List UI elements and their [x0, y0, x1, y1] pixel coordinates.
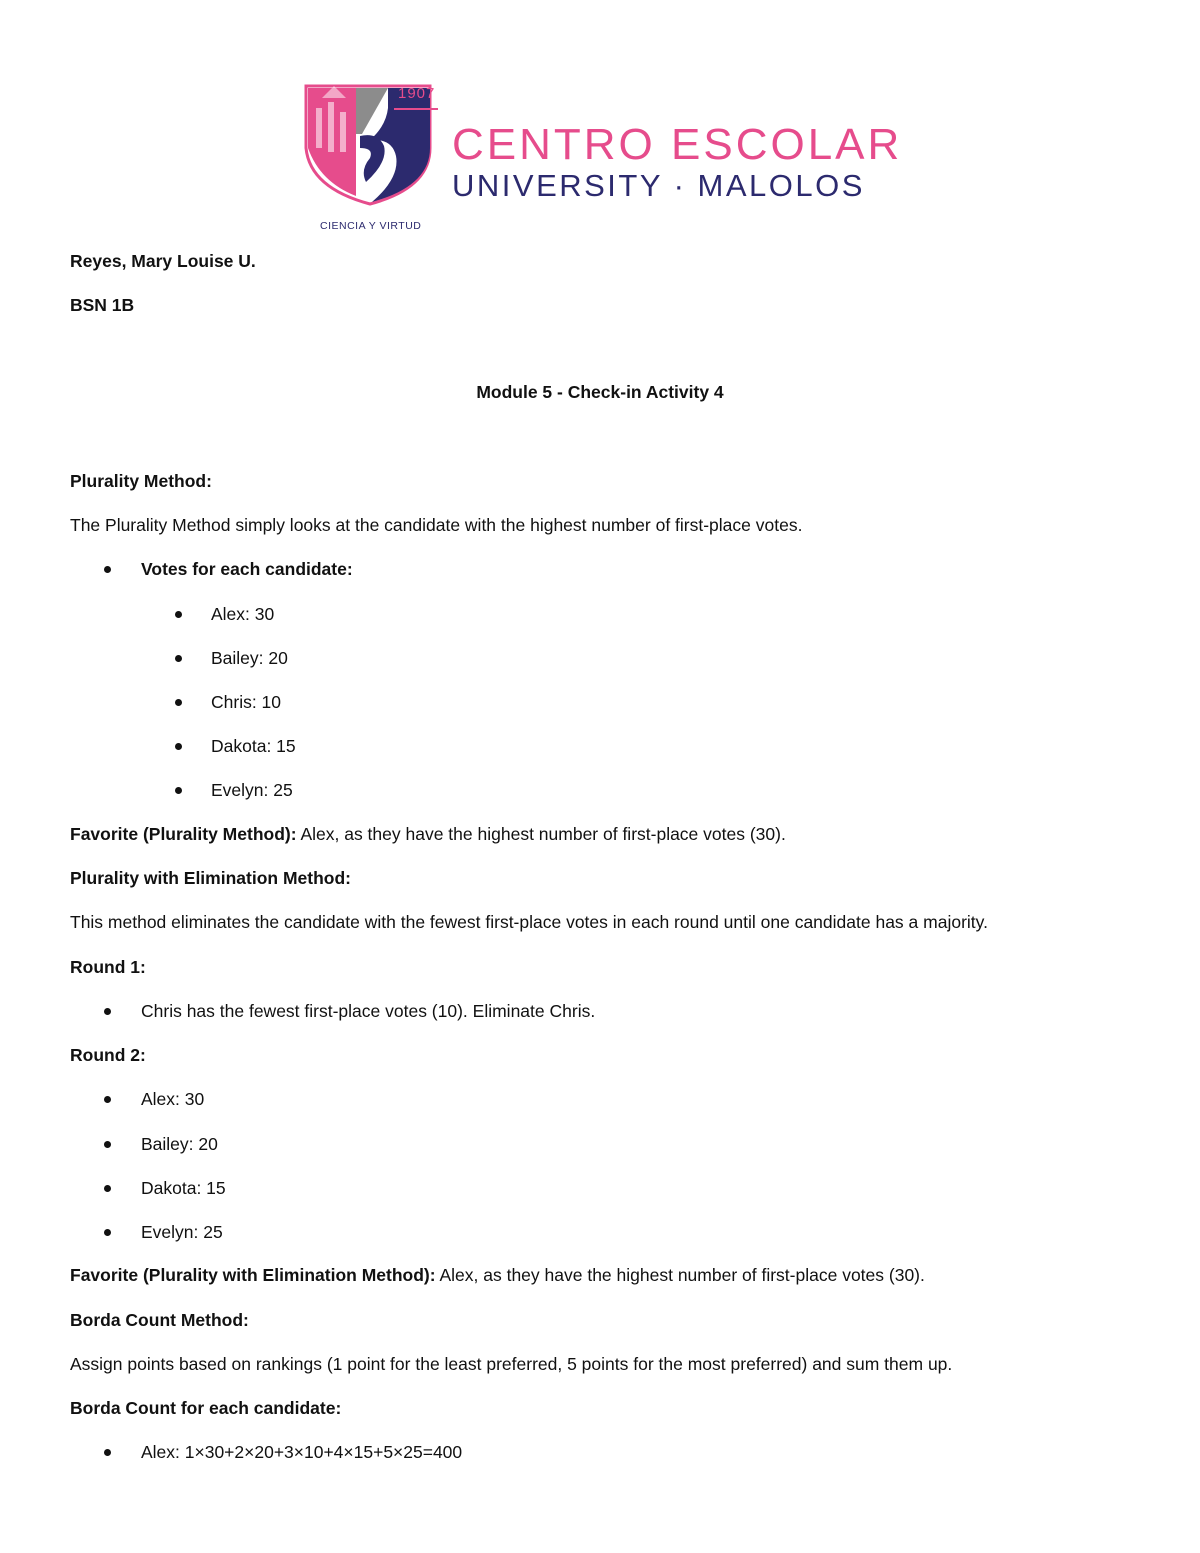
borda-description: Assign points based on rankings (1 point for the least preferred, 5 points for the most preferred) and sum them up. — [70, 1354, 953, 1374]
bullet-icon — [175, 743, 182, 750]
votes-heading: Votes for each candidate: — [141, 559, 353, 579]
round1-heading: Round 1: — [70, 957, 146, 977]
list-item: Bailey: 20 — [141, 1134, 218, 1154]
favorite-text: Alex, as they have the highest number of first-place votes (30). — [296, 824, 786, 844]
borda-heading: Borda Count Method: — [70, 1310, 249, 1330]
student-section: BSN 1B — [70, 295, 135, 315]
bullet-icon — [104, 1449, 111, 1456]
bullet-icon — [175, 787, 182, 794]
bullet-icon — [104, 1229, 111, 1236]
plurality-heading: Plurality Method: — [70, 471, 212, 491]
logo-divider — [394, 108, 438, 110]
round2-heading: Round 2: — [70, 1045, 146, 1065]
bullet-icon — [104, 1185, 111, 1192]
favorite-label: Favorite (Plurality Method): — [70, 824, 297, 844]
bullet-icon — [104, 1096, 111, 1103]
plurality-favorite — [70, 823, 786, 845]
bullet-icon — [104, 1141, 111, 1148]
list-item: Alex: 30 — [211, 604, 275, 624]
elimination-description: This method eliminates the candidate with the fewest first-place votes in each round until one candidate has a majority. — [70, 912, 988, 932]
student-name: Reyes, Mary Louise U. — [70, 251, 256, 271]
list-item: Bailey: 20 — [211, 648, 288, 668]
logo-motto: CIENCIA Y VIRTUD — [320, 220, 422, 232]
logo-name-line1: CENTRO ESCOLAR — [452, 120, 903, 169]
bullet-icon — [175, 611, 182, 618]
list-item: Dakota: 15 — [211, 736, 296, 756]
favorite-text: Alex, as they have the highest number of first-place votes (30). — [435, 1265, 925, 1285]
list-item: Dakota: 15 — [141, 1178, 226, 1198]
list-item: Evelyn: 25 — [141, 1222, 223, 1242]
bullet-icon — [175, 699, 182, 706]
logo-name-line2: UNIVERSITY · MALOLOS — [452, 168, 865, 203]
list-item: Alex: 1×30+2×20+3×10+4×15+5×25=400 — [141, 1442, 463, 1462]
plurality-description: The Plurality Method simply looks at the candidate with the highest number of first-place votes. — [70, 515, 803, 535]
borda-count-heading: Borda Count for each candidate: — [70, 1398, 342, 1418]
list-item: Chris has the fewest first-place votes (10). Eliminate Chris. — [141, 1001, 596, 1021]
bullet-icon — [104, 1008, 111, 1015]
list-item: Chris: 10 — [211, 692, 282, 712]
elimination-favorite — [70, 1264, 925, 1286]
page-title: Module 5 - Check-in Activity 4 — [476, 382, 724, 402]
list-item: Alex: 30 — [141, 1089, 205, 1109]
bullet-icon — [175, 655, 182, 662]
elimination-heading: Plurality with Elimination Method: — [70, 868, 351, 888]
list-item: Evelyn: 25 — [211, 780, 293, 800]
favorite-label: Favorite (Plurality with Elimination Method): — [70, 1265, 436, 1285]
logo-year: 1907 — [398, 85, 436, 102]
bullet-icon — [104, 566, 111, 573]
